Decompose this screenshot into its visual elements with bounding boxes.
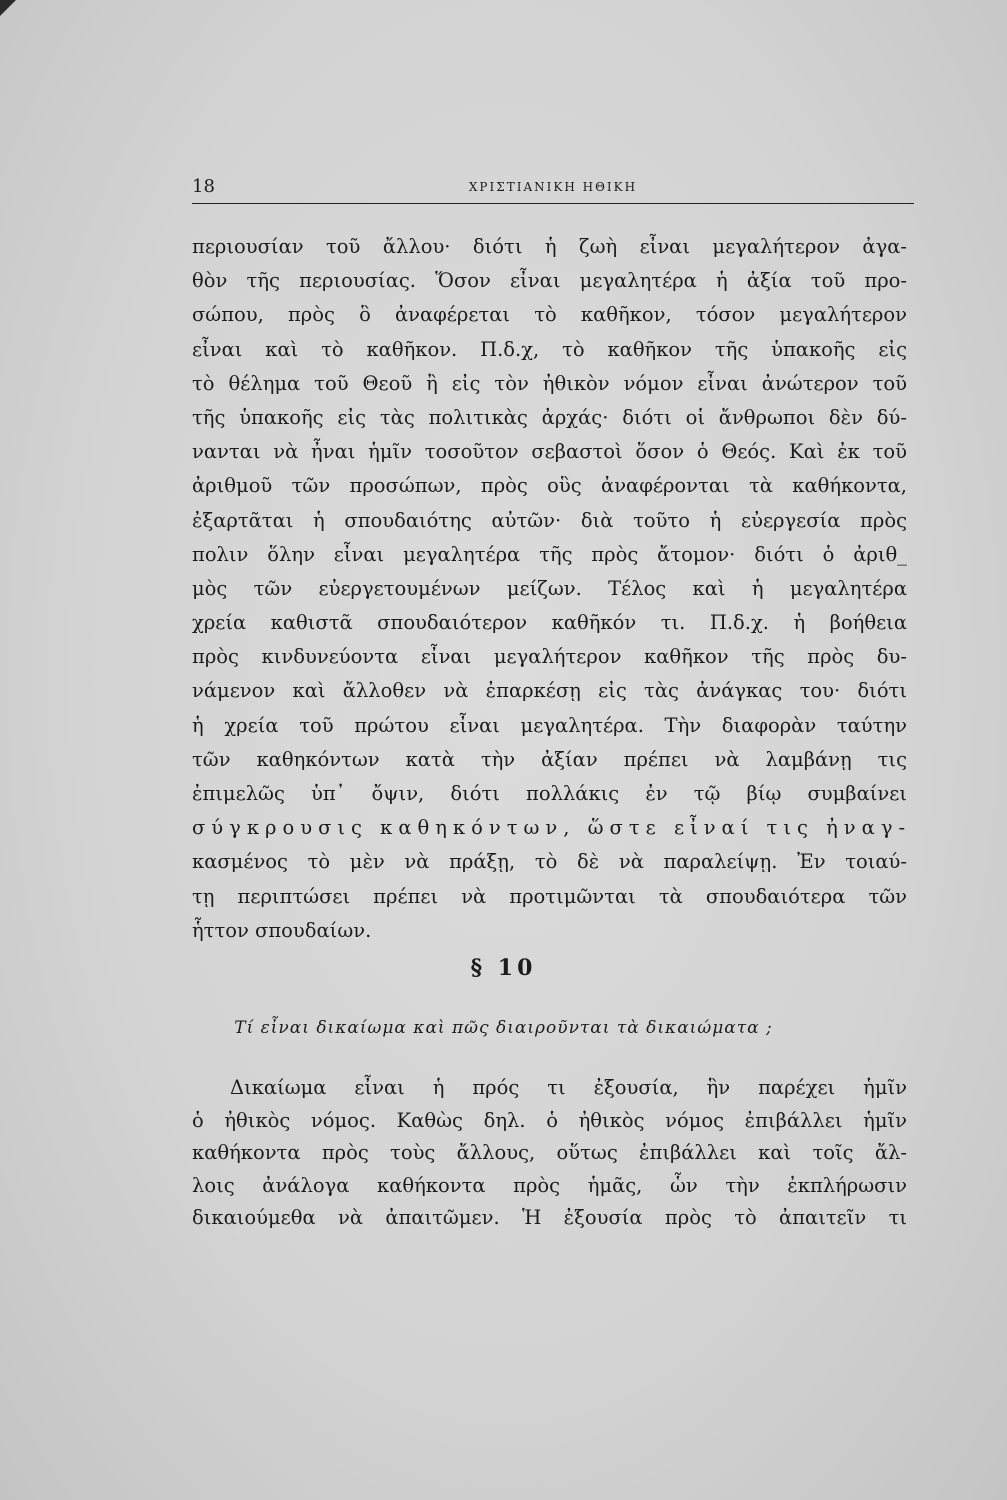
text-line: νανται νὰ ἦναι ἡμῖν τοσοῦτον σεβαστοὶ ὅσον ὁ Θεός. Καὶ ἐκ τοῦ — [192, 440, 907, 464]
text-line: ἐπιμελῶς ὑπ᾽ ὄψιν, διότι πολλάκις ἐν τῷ βίῳ συμβαίνει — [192, 782, 907, 805]
text-line: χρεία καθιστᾶ σπουδαιότερον καθῆκόν τι. Π.δ.χ. ἡ βοήθεια — [192, 611, 907, 635]
text-line: μὸς τῶν εὐεργετουμένων μείζων. Τέλος καὶ ἡ μεγαλητέρα — [192, 576, 907, 600]
text-line: καθήκοντα πρὸς τοὺς ἄλλους, οὕτως ἐπιβάλλει καὶ τοῖς ἄλ- — [192, 1141, 907, 1164]
section-number: § 10 — [470, 955, 537, 981]
text-line: πολιν ὅλην εἶναι μεγαλητέρα τῆς πρὸς ἄτομον· διότι ὁ ἀριθ_ — [192, 542, 907, 566]
text-line-spaced: σύγκρουσις καθηκόντων, ὥστε εἶναί τις ἠναγ- — [192, 816, 912, 840]
section-title: Τί εἶναι δικαίωμα καὶ πῶς διαιροῦνται τὰ δικαιώματα ; — [234, 1018, 773, 1038]
text-line: τὸ θέλημα τοῦ Θεοῦ ἢ εἰς τὸν ἠθικὸν νόμον εἶναι ἀνώτερον τοῦ — [192, 371, 907, 395]
page-number: 18 — [192, 176, 215, 197]
text-line: ὁ ἠθικὸς νόμος. Καθὼς δηλ. ὁ ἠθικὸς νόμος ἐπιβάλλει ἡμῖν — [192, 1108, 907, 1132]
text-line: ἐξαρτᾶται ἡ σπουδαιότης αὐτῶν· διὰ τοῦτο ἡ εὐεργεσία πρὸς — [192, 508, 907, 532]
text-line: κασμένος τὸ μὲν νὰ πράξῃ, τὸ δὲ νὰ παραλείψῃ. Ἐν τοιαύ- — [192, 850, 907, 874]
text-line: τῆς ὑπακοῆς εἰς τὰς πολιτικὰς ἀρχάς· διότι οἱ ἄνθρωποι δὲν δύ- — [192, 405, 907, 429]
text-line: ἧττον σπουδαίων. — [192, 918, 372, 942]
text-line: εἶναι καὶ τὸ καθῆκον. Π.δ.χ, τὸ καθῆκον τῆς ὑπακοῆς εἰς — [192, 337, 907, 361]
header-rule — [192, 203, 914, 204]
text-line: ἀριθμοῦ τῶν προσώπων, πρὸς οὓς ἀναφέρονται τὰ καθήκοντα, — [192, 474, 907, 498]
text-line: λοις ἀνάλογα καθήκοντα πρὸς ἡμᾶς, ὧν τὴν ἐκπλήρωσιν — [192, 1173, 907, 1197]
paragraph-1 — [192, 230, 912, 948]
page-corner — [0, 0, 16, 16]
running-head — [192, 176, 914, 198]
text-line: ἡ χρεία τοῦ πρώτου εἶναι μεγαλητέρα. Τὴν διαφορὰν ταύτην — [192, 713, 907, 737]
text-line: τῃ περιπτώσει πρέπει νὰ προτιμῶνται τὰ σπουδαιότερα τῶν — [192, 884, 907, 908]
text-line: Δικαίωμα εἶναι ἡ πρός τι ἐξουσία, ἣν παρέχει ἡμῖν — [230, 1076, 907, 1099]
text-line: δικαιούμεθα νὰ ἀπαιτῶμεν. Ἡ ἐξουσία πρὸς τὸ ἀπαιτεῖν τι — [192, 1206, 907, 1229]
text-line: περιουσίαν τοῦ ἄλλου· διότι ἡ ζωὴ εἶναι μεγαλήτερον ἀγα- — [192, 235, 907, 258]
text-line: πρὸς κινδυνεύοντα εἶναι μεγαλήτερον καθῆκον τῆς πρὸς δυ- — [192, 645, 907, 669]
text-line: σώπου, πρὸς ὃ ἀναφέρεται τὸ καθῆκον, τόσον μεγαλήτερον — [192, 303, 907, 327]
text-line: τῶν καθηκόντων κατὰ τὴν ἀξίαν πρέπει νὰ λαμβάνῃ τις — [192, 747, 907, 771]
paragraph-2 — [192, 1072, 907, 1235]
text-line: νάμενον καὶ ἄλλοθεν νὰ ἐπαρκέσῃ εἰς τὰς ἀνάγκας του· διότι — [192, 679, 907, 703]
text-line: θὸν τῆς περιουσίας. Ὅσον εἶναι μεγαλητέρα ἡ ἀξία τοῦ προ- — [192, 269, 907, 293]
running-title: ΧΡΙΣΤΙΑΝΙΚΗ ΗΘΙΚΗ — [468, 180, 638, 194]
